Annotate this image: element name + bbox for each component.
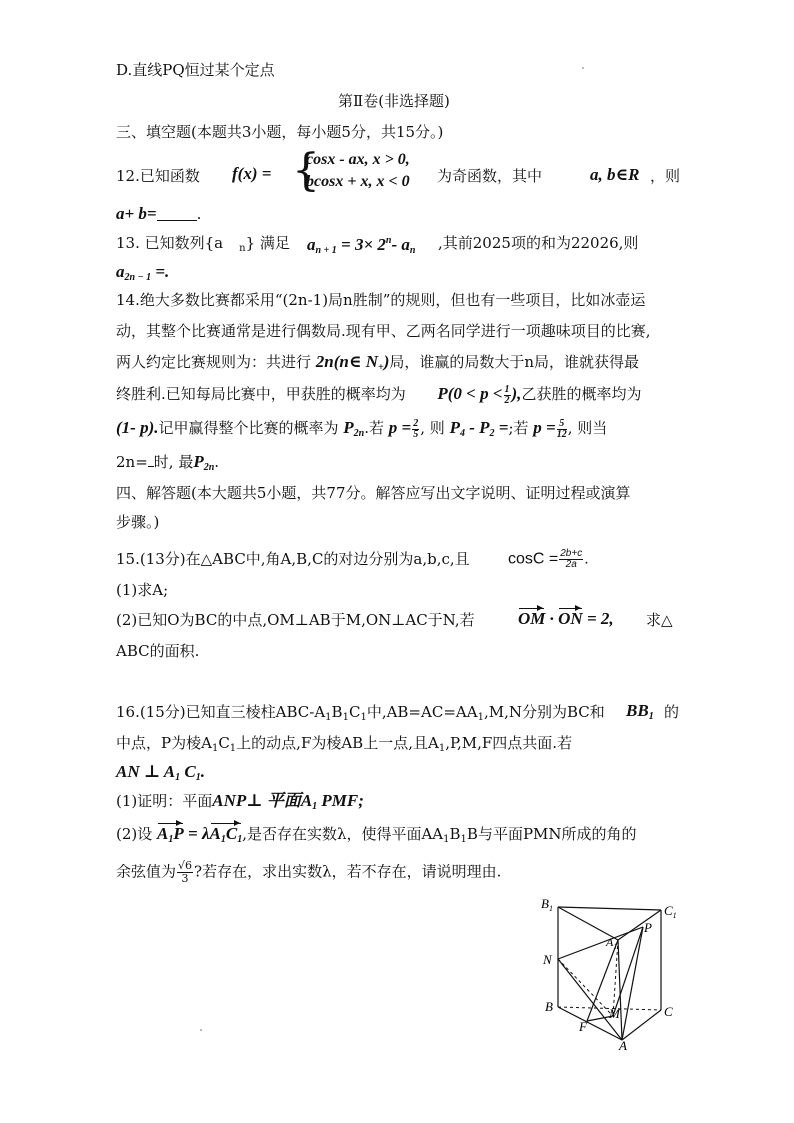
q13-close: }: [245, 234, 256, 252]
q14-l5c: , 则: [420, 419, 445, 437]
q15-part1: (1)求A;: [116, 581, 169, 599]
q15-cos-end: .: [584, 550, 589, 568]
q14-l4a: 终胜利.已知每局比赛中，甲获胜的概率均为: [116, 385, 406, 403]
q12-case2: bcosx + x, x < 0: [306, 173, 410, 190]
q13-lead: 13. 已知数列{a: [116, 234, 224, 252]
q16-line1: 16.(15分)已知直三棱柱ABC-$A_1B_1C_1$中$,AB=AC=AA_1,M,N$分别为BC和: [116, 703, 605, 723]
q13-rel-end: - a: [391, 235, 410, 254]
q12-brace: {: [292, 145, 320, 196]
q16-bb1: $BB_1$: [626, 701, 654, 722]
q14-l5p: $P_{2n}$: [343, 418, 365, 439]
q13-ask-eq: =.: [155, 262, 170, 281]
q14-two-fifths: $\frac{2}{5}$: [413, 417, 419, 440]
label-b: B: [545, 999, 553, 1014]
part4-header2: 步骤。): [116, 513, 160, 531]
q13-rel-end-sub: n: [409, 245, 416, 256]
q14-l5m: (1- p).: [116, 418, 159, 437]
q14-line2: 动，其整个比赛通常是进行偶数局.现有甲、乙两名同学进行一项趣味项目的比赛,: [116, 322, 651, 340]
q12-case1: cosx - ax, x > 0,: [306, 151, 410, 168]
scan-dot: [200, 1029, 202, 1031]
q16-part2-math: $A_1P = \lambda A_1C_1$: [157, 824, 242, 843]
q14-l5m3: $P_4 - P_2$ =: [449, 418, 509, 439]
q13-ask-sub: 2n − 1: [124, 272, 152, 283]
q15-part2-b: 求△: [646, 611, 673, 629]
q13-satisfy: 满足: [259, 234, 290, 252]
q14-l6a: 2n=: [116, 453, 148, 471]
option-d: D.直线PQ恒过某个定点: [116, 61, 275, 79]
q13-rel-sup: n: [385, 235, 392, 246]
q16-vec-a1p: $A_1P$: [157, 824, 184, 850]
q16-l1f: 的: [664, 703, 680, 721]
section-title: 第Ⅱ卷(非选择题): [338, 92, 450, 110]
q14-l5b: .若: [364, 419, 385, 437]
q13-line1: [116, 233, 290, 259]
q14-l4m: P(0 < p < $\frac{1}{2}$ ),: [437, 383, 522, 406]
q12-ask-line: [116, 204, 201, 224]
q16-sqrt6-over-3: $\frac{√6}{3}$: [178, 859, 193, 885]
q15-vec-on: ON: [558, 609, 583, 628]
q13-rel-mid: = 3× 2: [341, 235, 386, 254]
label-n: N: [543, 952, 552, 967]
segment-na: [558, 959, 622, 1040]
label-a: A: [619, 1038, 627, 1052]
edge-ac: [622, 1010, 661, 1040]
q16-part1: (1)证明：平面ANP⊥ 平面$A_1$ PMF;: [116, 791, 364, 812]
q14-l5e: , 则当: [567, 419, 608, 437]
q16-part2-cont: 余弦值为 $\frac{√6}{3}$ ?若存在，求出实数λ，若不存在，请说明理由.: [116, 859, 502, 885]
q13-relation: [307, 231, 415, 261]
scan-dot: [582, 67, 584, 69]
q14-l3b: 局，谁赢的局数大于n局，谁就获得最: [389, 353, 640, 371]
q13-rel-a: a: [307, 235, 316, 254]
q15-part2-c: ABC的面积.: [116, 642, 200, 660]
q14-line5: [116, 418, 607, 444]
label-c: C: [664, 1004, 673, 1019]
q12-mid: 为奇函数，其中: [437, 167, 543, 185]
q12-f-lhs: f(x) =: [232, 164, 272, 183]
q14-l3a: 两人约定比赛规则为：共进行: [116, 353, 312, 371]
q12-blank: [157, 206, 197, 221]
label-f: F: [579, 1019, 587, 1034]
q14-l5m2: p = $\frac{2}{5}$: [388, 417, 419, 440]
q13-tail: ,其前2025项的和为22026,则: [438, 234, 639, 252]
q14-line6: [116, 452, 219, 478]
q16-part1-math: ANP⊥ 平面$A_1$ PMF;: [212, 791, 364, 812]
q14-l3m: 2n(n∈ $N_+$): [315, 352, 390, 373]
q14-half: $\frac{1}{2}$: [504, 383, 510, 406]
q15-cos-frac: $\frac{2b+c}{2a}$: [560, 548, 583, 570]
q16-line2: 中点，P为棱$A_1C_1$上的动点,F为棱AB上一点,且$A_1,P,M,F$四点共面.若: [116, 734, 573, 754]
q15-part2: (2)已知O为BC的中点,OM⊥AB于M,ON⊥AC于N,若: [116, 611, 475, 629]
q16-vec-a1c1: $A_1C_1$: [210, 824, 243, 850]
q13-ask-a: a: [116, 262, 125, 281]
q16-line3: AN ⊥ $A_1$ $C_1$.: [116, 762, 205, 783]
q12-ask: a+ b=: [116, 204, 157, 223]
q14-five-twelfths: $\frac{5}{12}$: [556, 417, 567, 440]
label-m: M: [609, 1006, 620, 1021]
q14-l6b: 时, 最: [153, 453, 194, 471]
q14-line3: [116, 352, 639, 378]
q13-n-sub: n: [239, 243, 246, 254]
q15-dot-product: OM · ON = 2,: [518, 609, 614, 628]
part3-header: 三、填空题(本题共3小题，每小题5分，共15分。): [116, 123, 444, 141]
part4-header1: 四、解答题(本大题共5小题，共77分。解答应写出文字说明、证明过程或演算: [116, 484, 631, 502]
q12-ab: a, b∈R: [590, 165, 640, 184]
q13-ask: [116, 262, 169, 288]
segment-pa: [622, 927, 643, 1040]
q15-cos-lhs: cosC =: [508, 550, 559, 568]
segment-np: [558, 927, 643, 959]
prism-figure: [535, 892, 695, 1052]
edge-b1c1: [558, 907, 661, 910]
q14-line1: 14.绝大多数比赛都采用“(2n-1)局n胜制”的规则，但也有一些项目，比如冰壶运: [116, 291, 646, 309]
q16-part2: (2)设 $A_1P = \lambda A_1C_1$,是否存在实数λ，使得平面$AA_1B_1B$与平面PMN所成的角的: [116, 824, 637, 850]
q12-lead: 12.已知函数: [116, 167, 200, 185]
q13-rel-sub: n + 1: [315, 245, 337, 256]
q15-stem: 15.(13分)在△ABC中,角A,B,C的对边分别为a,b,c,且: [116, 550, 470, 568]
q14-line4: [116, 384, 641, 406]
label-a1: $A_1$: [606, 935, 618, 951]
q12-then: ，则: [650, 167, 681, 185]
edge-a1c1: [618, 910, 661, 940]
q14-l6m: $P_{2n}$: [193, 452, 215, 473]
label-c1: $C_1$: [664, 903, 677, 920]
label-p: P: [644, 920, 652, 935]
q15-cos: [508, 549, 589, 570]
label-b1: $B_1$: [541, 896, 553, 913]
q15-vec-om: OM: [518, 609, 546, 628]
q14-l5a: 记甲赢得整个比赛的概率为: [158, 419, 339, 437]
q14-l4b: 乙获胜的概率均为: [521, 385, 642, 403]
q14-l5m4: p = $\frac{5}{12}$: [533, 417, 567, 440]
q14-l6c: .: [214, 453, 220, 471]
q14-l5d: ;若: [508, 419, 529, 437]
q12-end: .: [196, 205, 202, 223]
